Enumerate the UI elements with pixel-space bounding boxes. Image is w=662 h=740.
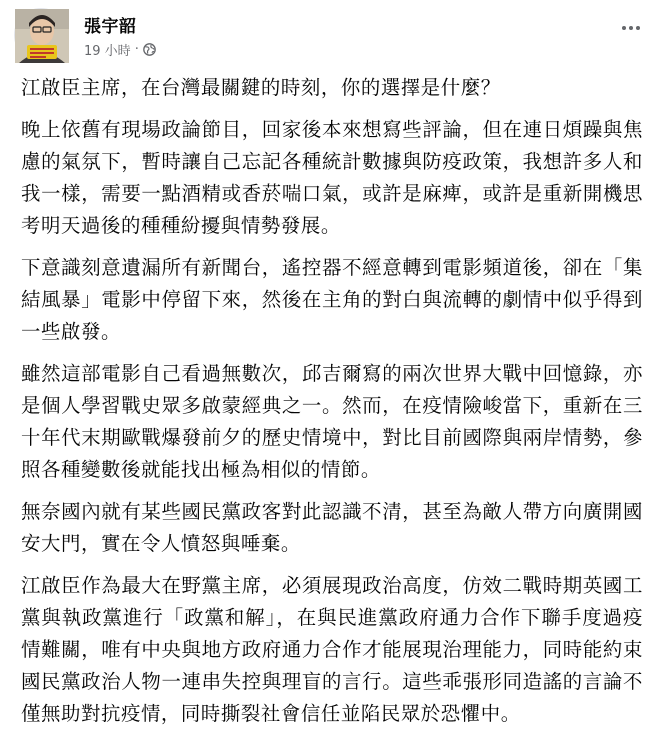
author-name[interactable]: 張宇韶	[84, 17, 137, 37]
post-meta	[84, 40, 156, 59]
more-dot-icon	[622, 26, 626, 30]
post-paragraph: 下意識刻意遺漏所有新聞台，遙控器不經意轉到電影頻道後，卻在「集結風暴」電影中停留下來，然後在主角的對白與流轉的劇情中似乎得到一些啟發。	[21, 256, 643, 343]
post-timestamp[interactable]: 19 小時	[84, 44, 131, 59]
more-dot-icon	[636, 26, 640, 30]
more-dot-icon	[629, 26, 633, 30]
globe-icon[interactable]	[143, 43, 156, 56]
post-paragraph: 雖然這部電影自己看過無數次，邱吉爾寫的兩次世界大戰中回憶錄，亦是個人學習戰史眾多啟蒙經典之一。然而，在疫情險峻當下，重新在三十年代末期歐戰爆發前夕的歷史情境中，對比目前國際與兩岸情勢，參照各種變數後就能找出極為相似的情節。	[21, 362, 643, 481]
more-options-icon[interactable]	[616, 18, 646, 38]
post-header	[14, 8, 648, 64]
post-paragraph: 無奈國內就有某些國民黨政客對此認識不清，甚至為敵人帶方向廣開國安大門，實在令人憤怒與唾棄。	[21, 500, 643, 555]
avatar-image	[15, 9, 69, 63]
post-paragraph: 江啟臣主席，在台灣最關鍵的時刻，你的選擇是什麼？	[21, 76, 501, 99]
post-paragraph: 江啟臣作為最大在野黨主席，必須展現政治高度，仿效二戰時期英國工黨與執政黨進行「政黨和解」，在與民進黨政府通力合作下聯手度過疫情難關，唯有中央與地方政府通力合作才能展現治理能力，同時能約束國民黨政治人物一連串失控與理盲的言行。這些乖張形同造謠的言論不僅無助對抗疫情，同時撕裂社會信任並陷民眾於恐懼中。	[21, 574, 643, 725]
post-body	[21, 72, 643, 740]
avatar[interactable]	[14, 8, 68, 62]
post-paragraph: 晚上依舊有現場政論節目，回家後本來想寫些評論，但在連日煩躁與焦慮的氣氛下，暫時讓自己忘記各種統計數據與防疫政策，我想許多人和我一樣，需要一點酒精或香菸喘口氣，或許是麻痺，或許是重新開機思考明天過後的種種紛擾與情勢發展。	[21, 118, 643, 237]
meta-separator: ·	[134, 42, 139, 57]
